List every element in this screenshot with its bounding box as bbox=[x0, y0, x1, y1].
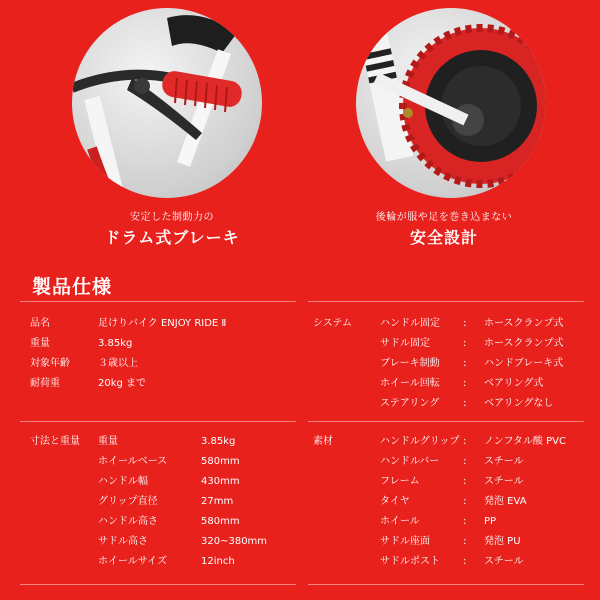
spec-item: サドル座面 bbox=[380, 536, 430, 547]
spec-item: ホイールサイズ bbox=[98, 556, 167, 567]
spec-value: 580mm bbox=[201, 516, 240, 527]
spec-sep: : bbox=[463, 358, 467, 369]
spec-value: 20kg まで bbox=[98, 378, 147, 389]
spec-item: ステアリング bbox=[380, 398, 440, 409]
spec-value: スチール bbox=[484, 456, 524, 467]
spec-value: ホースクランプ式 bbox=[484, 338, 564, 349]
spec-label: 重量 bbox=[30, 338, 50, 349]
feature-safety bbox=[300, 0, 600, 250]
spec-value: 3.85kg bbox=[98, 338, 133, 349]
spec-sep: : bbox=[463, 456, 467, 467]
spec-value: PP bbox=[484, 516, 497, 527]
spec-sep: : bbox=[463, 398, 467, 409]
spec-sep: : bbox=[463, 476, 467, 487]
spec-item: ハンドルグリップ bbox=[380, 436, 460, 447]
spec-sep: : bbox=[463, 516, 467, 527]
spec-sep: : bbox=[463, 338, 467, 349]
spec-value: 320~380mm bbox=[201, 536, 268, 547]
spec-item: 重量 bbox=[98, 436, 118, 447]
spec-value: スチール bbox=[484, 476, 524, 487]
spec-item: ハンドル高さ bbox=[98, 516, 158, 527]
spec-item: ホイール bbox=[380, 516, 420, 527]
spec-section-label: システム bbox=[313, 318, 352, 329]
feature-title: 安全設計 bbox=[409, 228, 478, 247]
divider bbox=[20, 421, 296, 422]
spec-item: サドル高さ bbox=[98, 536, 148, 547]
spec-value: 580mm bbox=[201, 456, 240, 467]
spec-item: ブレーキ制動 bbox=[380, 358, 440, 369]
spec-item: タイヤ bbox=[380, 496, 410, 507]
divider bbox=[20, 584, 296, 585]
divider bbox=[308, 584, 584, 585]
spec-value: 発泡 EVA bbox=[484, 496, 527, 507]
divider bbox=[20, 301, 296, 302]
divider bbox=[308, 421, 584, 422]
spec-label: 耐荷重 bbox=[30, 378, 60, 389]
spec-sep: : bbox=[463, 536, 467, 547]
spec-sep: : bbox=[463, 496, 467, 507]
spec-value: ノンフタル酸 PVC bbox=[484, 436, 566, 447]
spec-value: 発泡 PU bbox=[484, 536, 521, 547]
spec-value: 27mm bbox=[201, 496, 234, 507]
spec-sep: : bbox=[463, 378, 467, 389]
spec-value: ベアリングなし bbox=[484, 398, 554, 409]
rear-wheel-photo bbox=[356, 8, 546, 198]
feature-subtitle: 安定した制動力の bbox=[130, 212, 214, 223]
spec-value: ベアリング式 bbox=[484, 378, 544, 389]
spec-item: ハンドル固定 bbox=[380, 318, 440, 329]
spec-section-label: 素材 bbox=[313, 436, 333, 447]
spec-item: フレーム bbox=[380, 476, 420, 487]
feature-subtitle: 後輪が服や足を巻き込まない bbox=[375, 212, 513, 223]
spec-item: ホイール回転 bbox=[380, 378, 440, 389]
spec-item: グリップ直径 bbox=[98, 496, 158, 507]
spec-item: サドルポスト bbox=[380, 556, 440, 567]
feature-title: ドラム式ブレーキ bbox=[104, 228, 240, 247]
spec-item: ハンドルバー bbox=[380, 456, 440, 467]
spec-value: ３歳以上 bbox=[98, 358, 138, 369]
spec-sep: : bbox=[463, 556, 467, 567]
spec-value: 12inch bbox=[201, 556, 235, 567]
spec-title: 製品仕様 bbox=[32, 276, 113, 298]
spec-item: ホイールベース bbox=[98, 456, 168, 467]
spec-value: ハンドブレーキ式 bbox=[484, 358, 564, 369]
spec-section-label: 寸法と重量 bbox=[30, 436, 80, 447]
spec-value: 3.85kg bbox=[201, 436, 236, 447]
spec-value: ホースクランプ式 bbox=[484, 318, 564, 329]
spec-value: スチール bbox=[484, 556, 524, 567]
spec-item: サドル固定 bbox=[380, 338, 430, 349]
spec-value: 430mm bbox=[201, 476, 240, 487]
spec-label: 対象年齢 bbox=[30, 358, 70, 369]
spec-sep: : bbox=[463, 436, 467, 447]
brake-lever-photo bbox=[72, 8, 262, 198]
spec-sep: : bbox=[463, 318, 467, 329]
spec-item: ハンドル幅 bbox=[98, 476, 148, 487]
spec-value: 足けりバイク ENJOY RIDE Ⅱ bbox=[98, 318, 227, 329]
spec-label: 品名 bbox=[30, 318, 50, 329]
feature-brake bbox=[0, 0, 300, 250]
divider bbox=[308, 301, 584, 302]
